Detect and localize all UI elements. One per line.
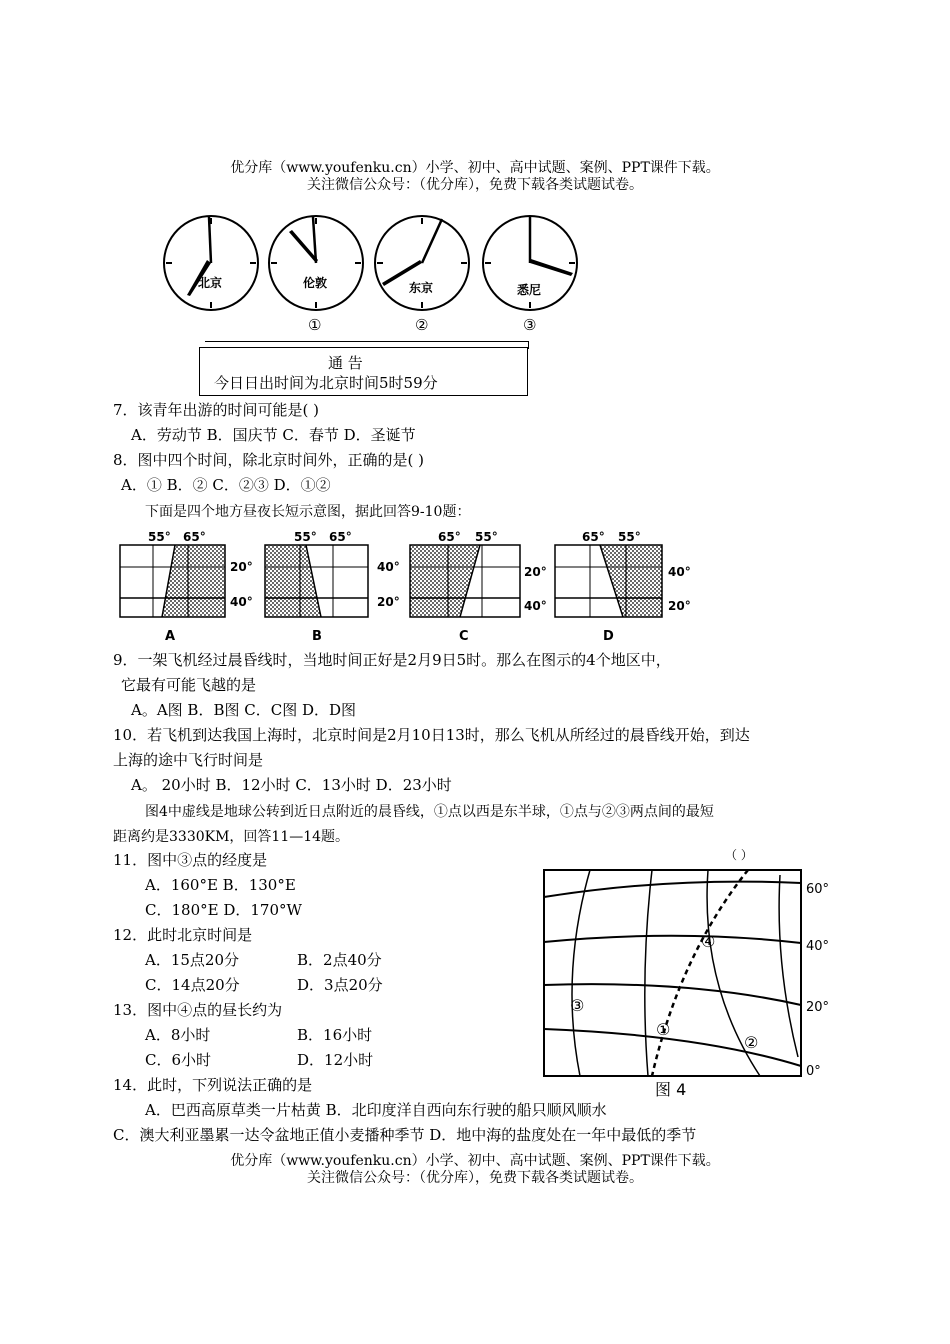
fig4-lat-0: 0° xyxy=(806,1064,821,1079)
panel-d-label: D xyxy=(603,629,614,644)
fig4-caption: 图 4 xyxy=(655,1080,687,1099)
clock-marker-1: ① xyxy=(308,316,322,334)
q12-option-c: C．14点20分 xyxy=(145,976,240,994)
panel-a-lon-1: 55° xyxy=(148,530,171,544)
panel-c-lat-1: 20° xyxy=(524,565,547,579)
q10-options: A。 20小时 B．12小时 C．13小时 D．23小时 xyxy=(131,776,452,794)
fig4-lat-60: 60° xyxy=(806,882,830,897)
clock-sydney xyxy=(483,216,577,310)
q10-stem-1: 10．若飞机到达我国上海时，北京时间是2月10日13时，那么飞机从所经过的晨昏线开始，到达 xyxy=(113,726,750,744)
panel-a-label: A xyxy=(165,629,176,644)
q13-option-d: D．12小时 xyxy=(297,1051,374,1069)
panel-a-lat-1: 20° xyxy=(230,560,253,574)
panel-d-lon-1: 65° xyxy=(582,530,605,544)
panel-b-lat-2: 20° xyxy=(377,595,400,609)
footer-line-2: 关注微信公众号：（优分库），免费下载各类试题试卷。 xyxy=(307,1170,643,1186)
q10-stem-2: 上海的途中飞行时间是 xyxy=(113,751,264,769)
q9-stem-2: 它最有可能飞越的是 xyxy=(121,676,257,694)
notice-box xyxy=(199,347,528,396)
fig4-point-1: ① xyxy=(656,1020,671,1039)
q13-option-b: B．16小时 xyxy=(297,1026,373,1044)
panel-b-lon-1: 55° xyxy=(294,530,317,544)
header-line-2: 关注微信公众号：（优分库），免费下载各类试题试卷。 xyxy=(307,177,643,193)
panel-a-lon-2: 65° xyxy=(183,530,206,544)
fig4-point-4: ④ xyxy=(701,932,716,951)
q12-option-d: D．3点20分 xyxy=(297,976,383,994)
q13-option-a: A．8小时 xyxy=(145,1026,211,1044)
figure-4 xyxy=(530,845,850,1100)
clocks-figure xyxy=(150,205,590,335)
clock-marker-3: ③ xyxy=(523,316,537,334)
panel-b-lat-1: 40° xyxy=(377,560,400,574)
daynight-figure xyxy=(110,528,700,646)
q9-options: A。A图 B．B图 C．C图 D．D图 xyxy=(131,701,357,719)
q13-stem: 13．图中④点的昼长约为 xyxy=(113,1001,283,1019)
clock-tokyo xyxy=(375,216,469,310)
q13-option-c: C．6小时 xyxy=(145,1051,212,1069)
panel-c-label: C xyxy=(459,629,469,644)
intro-11-14-line-2: 距离约是3330KM，回答11—14题。 xyxy=(113,829,350,845)
panel-c-lon-1: 65° xyxy=(438,530,461,544)
intro-9-10: 下面是四个地方昼夜长短示意图，据此回答9-10题： xyxy=(145,504,471,520)
notice-title: 通 告 xyxy=(328,354,363,372)
clock-beijing xyxy=(164,216,258,310)
clock-city-sydney: 悉尼 xyxy=(517,283,542,297)
q8-options: A．① B．② C．②③ D．①② xyxy=(121,476,331,494)
panel-a xyxy=(120,530,253,644)
panel-b-lon-2: 65° xyxy=(329,530,352,544)
panel-c-lat-2: 40° xyxy=(524,599,547,613)
q14-options-cd: C．澳大利亚墨累一达令盆地正值小麦播种季节 D．地中海的盐度处在一年中最低的季节 xyxy=(113,1126,697,1144)
q7-stem: 7．该青年出游的时间可能是( ) xyxy=(113,401,320,419)
panel-b xyxy=(265,530,400,644)
clock-city-tokyo: 东京 xyxy=(409,281,434,295)
panel-c-lon-2: 55° xyxy=(475,530,498,544)
q12-option-a: A．15点20分 xyxy=(145,951,240,969)
q14-stem: 14．此时，下列说法正确的是 xyxy=(113,1076,313,1094)
panel-c xyxy=(410,530,547,644)
clock-city-beijing: 北京 xyxy=(198,276,223,290)
footer-line-1: 优分库（www.youfenku.cn）小学、初中、高中试题、案例、PPT课件下载。 xyxy=(230,1153,720,1169)
fig4-lat-40: 40° xyxy=(806,939,830,954)
clock-city-london: 伦敦 xyxy=(303,276,328,290)
q11-options-2: C．180°E D．170°W xyxy=(145,901,302,919)
q14-options-ab: A．巴西高原草类一片枯黄 B．北印度洋自西向东行驶的船只顺风顺水 xyxy=(145,1101,607,1119)
header-line-1: 优分库（www.youfenku.cn）小学、初中、高中试题、案例、PPT课件下载。 xyxy=(230,160,720,176)
intro-11-14-line-1: 图4中虚线是地球公转到近日点附近的晨昏线，①点以西是东半球，①点与②③两点间的最短 xyxy=(145,804,714,820)
q11-stem: 11．图中③点的经度是 xyxy=(113,851,268,869)
panel-d-lon-2: 55° xyxy=(618,530,641,544)
panel-d-lat-1: 40° xyxy=(668,565,691,579)
notice-text: 今日日出时间为北京时间5时59分 xyxy=(214,374,438,392)
clock-marker-2: ② xyxy=(415,316,429,334)
fig4-point-3: ③ xyxy=(570,996,585,1015)
panel-d xyxy=(555,530,691,644)
fig4-lat-20: 20° xyxy=(806,1000,830,1015)
panel-d-lat-2: 20° xyxy=(668,599,691,613)
fig4-point-2: ② xyxy=(744,1033,759,1052)
clock-london xyxy=(269,216,363,310)
fig4-top-marker: （ ） xyxy=(725,848,753,862)
panel-a-lat-2: 40° xyxy=(230,595,253,609)
q11-options-1: A．160°E B．130°E xyxy=(145,876,296,894)
q12-option-b: B．2点40分 xyxy=(297,951,382,969)
q12-stem: 12．此时北京时间是 xyxy=(113,926,253,944)
panel-b-label: B xyxy=(312,629,322,644)
q9-stem-1: 9．一架飞机经过晨昏线时，当地时间正好是2月9日5时。那么在图示的4个地区中， xyxy=(113,651,671,669)
q7-options: A．劳动节 B．国庆节 C．春节 D．圣诞节 xyxy=(131,426,416,444)
q8-stem: 8．图中四个时间，除北京时间外，正确的是( ) xyxy=(113,451,425,469)
